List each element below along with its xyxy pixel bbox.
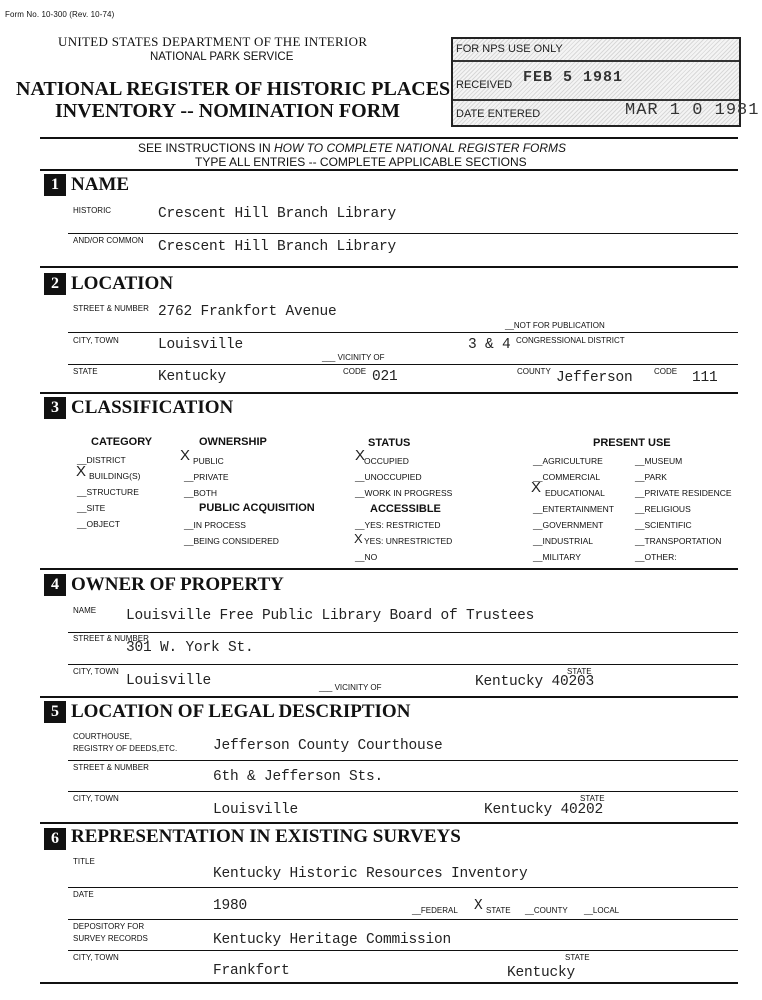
- form-title-2: INVENTORY -- NOMINATION FORM: [55, 100, 401, 122]
- accessible-restricted: __YES: RESTRICTED: [355, 520, 441, 530]
- survey-county: __COUNTY: [525, 906, 568, 915]
- legal-state: Kentucky 40202: [484, 802, 604, 818]
- section-1-title: NAME: [71, 174, 130, 195]
- survey-city-label: CITY, TOWN: [73, 953, 119, 962]
- county-value: Jefferson: [556, 370, 633, 386]
- ownership-public: PUBLIC: [193, 456, 224, 466]
- status-work-in-progress: __WORK IN PROGRESS: [355, 488, 453, 498]
- common-name-label: AND/OR COMMON: [73, 236, 144, 245]
- public-acquisition-heading: PUBLIC ACQUISITION: [199, 502, 315, 514]
- present-use-heading: PRESENT USE: [593, 437, 671, 449]
- status-unoccupied: __UNOCCUPIED: [355, 472, 422, 482]
- use-religious: __RELIGIOUS: [635, 504, 691, 514]
- owner-name: Louisville Free Public Library Board of Trustees: [126, 608, 535, 624]
- building-mark: X: [76, 463, 86, 480]
- status-occupied: OCCUPIED: [364, 456, 409, 466]
- nps-use-only-label: FOR NPS USE ONLY: [456, 43, 563, 55]
- accessible-unrestricted: YES: UNRESTRICTED: [364, 536, 453, 546]
- common-name: Crescent Hill Branch Library: [158, 239, 397, 255]
- use-commercial: __COMMERCIAL: [533, 472, 601, 482]
- county-code: 111: [692, 370, 718, 386]
- use-agriculture: __AGRICULTURE: [533, 456, 603, 466]
- historic-label: HISTORIC: [73, 206, 112, 215]
- use-transportation: __TRANSPORTATION: [635, 536, 722, 546]
- instructions-line-1: SEE INSTRUCTIONS IN HOW TO COMPLETE NATIONAL REGISTER FORMS: [138, 141, 567, 155]
- survey-state: STATE: [486, 906, 511, 915]
- vicinity-label: ___ VICINITY OF: [322, 353, 385, 362]
- state-code: 021: [372, 369, 398, 385]
- use-museum: __MUSEUM: [635, 456, 683, 466]
- department-name: UNITED STATES DEPARTMENT OF THE INTERIOR: [58, 34, 368, 49]
- legal-state-label: STATE: [580, 794, 605, 803]
- status-heading: STATUS: [368, 437, 411, 449]
- category-buildings: BUILDING(S): [89, 471, 141, 481]
- unrestricted-mark: X: [354, 531, 363, 546]
- survey-date: 1980: [213, 898, 248, 914]
- owner-name-label: NAME: [73, 606, 97, 615]
- accessible-heading: ACCESSIBLE: [370, 503, 441, 515]
- use-entertainment: __ENTERTAINMENT: [533, 504, 614, 514]
- section-5-number: 5: [44, 701, 66, 723]
- category-structure: __STRUCTURE: [77, 487, 139, 497]
- ownership-private: __PRIVATE: [184, 472, 229, 482]
- acquisition-in-process: __IN PROCESS: [184, 520, 246, 530]
- county-code-label: CODE: [654, 367, 678, 376]
- survey-state-value: Kentucky: [507, 965, 576, 981]
- section-3-title: CLASSIFICATION: [71, 397, 234, 418]
- received-date: FEB 5 1981: [523, 69, 624, 86]
- owner-street-label: STREET & NUMBER: [73, 634, 149, 643]
- legal-street-label: STREET & NUMBER: [73, 763, 149, 772]
- use-scientific: __SCIENTIFIC: [635, 520, 692, 530]
- category-object: __OBJECT: [77, 519, 120, 529]
- use-military: __MILITARY: [533, 552, 581, 562]
- ownership-both: __BOTH: [184, 488, 218, 498]
- congressional-district-label: CONGRESSIONAL DISTRICT: [516, 336, 625, 345]
- survey-state-mark: X: [474, 898, 483, 914]
- category-site: __SITE: [77, 503, 106, 513]
- state-value: Kentucky: [158, 369, 227, 385]
- code-label: CODE: [343, 367, 367, 376]
- survey-local: __LOCAL: [584, 906, 620, 915]
- instructions-line-2: TYPE ALL ENTRIES -- COMPLETE APPLICABLE SECTIONS: [195, 155, 527, 169]
- use-private-residence: __PRIVATE RESIDENCE: [635, 488, 732, 498]
- courthouse-label-2: REGISTRY OF DEEDS,ETC.: [73, 744, 178, 753]
- legal-street: 6th & Jefferson Sts.: [213, 769, 384, 785]
- legal-city: Louisville: [213, 802, 299, 818]
- accessible-no: __NO: [355, 552, 378, 562]
- educational-mark: X: [531, 479, 541, 496]
- state-label: STATE: [73, 367, 98, 376]
- city-value: Louisville: [158, 337, 244, 353]
- survey-state-label: STATE: [565, 953, 590, 962]
- section-4-number: 4: [44, 574, 66, 596]
- historic-name: Crescent Hill Branch Library: [158, 206, 397, 222]
- occupied-mark: X: [355, 447, 365, 464]
- street-address: 2762 Frankfort Avenue: [158, 304, 337, 320]
- public-mark: X: [180, 447, 190, 464]
- owner-state: Kentucky 40203: [475, 674, 595, 690]
- section-5-title: LOCATION OF LEGAL DESCRIPTION: [71, 701, 411, 722]
- ownership-heading: OWNERSHIP: [199, 436, 267, 448]
- date-entered-label: DATE ENTERED: [456, 108, 541, 120]
- depository-label-1: DEPOSITORY FOR: [73, 922, 145, 931]
- received-label: RECEIVED: [456, 79, 513, 91]
- section-4-title: OWNER OF PROPERTY: [71, 574, 284, 595]
- owner-vicinity-label: ___ VICINITY OF: [319, 683, 382, 692]
- section-2-title: LOCATION: [71, 273, 174, 294]
- legal-city-label: CITY, TOWN: [73, 794, 119, 803]
- use-educational: EDUCATIONAL: [545, 488, 605, 498]
- depository-label-2: SURVEY RECORDS: [73, 934, 148, 943]
- county-label: COUNTY: [517, 367, 551, 376]
- owner-city: Louisville: [126, 673, 212, 689]
- survey-title: Kentucky Historic Resources Inventory: [213, 866, 528, 882]
- survey-title-label: TITLE: [73, 857, 95, 866]
- section-2-number: 2: [44, 273, 66, 295]
- section-6-title: REPRESENTATION IN EXISTING SURVEYS: [71, 826, 461, 847]
- depository-value: Kentucky Heritage Commission: [213, 932, 452, 948]
- use-government: __GOVERNMENT: [533, 520, 604, 530]
- section-6-number: 6: [44, 828, 66, 850]
- category-district: __DISTRICT: [77, 455, 126, 465]
- use-other: __OTHER:: [635, 552, 677, 562]
- form-title-1: NATIONAL REGISTER OF HISTORIC PLACES: [16, 78, 451, 100]
- section-3-number: 3: [44, 397, 66, 419]
- owner-street: 301 W. York St.: [126, 640, 254, 656]
- courthouse-value: Jefferson County Courthouse: [213, 738, 443, 754]
- owner-city-label: CITY, TOWN: [73, 667, 119, 676]
- city-label: CITY, TOWN: [73, 336, 119, 345]
- use-industrial: __INDUSTRIAL: [533, 536, 593, 546]
- acquisition-being-considered: __BEING CONSIDERED: [184, 536, 279, 546]
- form-number: Form No. 10-300 (Rev. 10-74): [5, 10, 115, 19]
- section-1-number: 1: [44, 174, 66, 196]
- courthouse-label-1: COURTHOUSE,: [73, 732, 132, 741]
- street-label: STREET & NUMBER: [73, 304, 149, 313]
- congressional-district-value: 3 & 4: [468, 337, 511, 353]
- owner-state-label: STATE: [567, 667, 592, 676]
- service-name: NATIONAL PARK SERVICE: [150, 51, 294, 63]
- survey-city: Frankfort: [213, 963, 290, 979]
- survey-federal: __FEDERAL: [412, 906, 458, 915]
- survey-date-label: DATE: [73, 890, 94, 899]
- category-heading: CATEGORY: [91, 436, 153, 448]
- date-entered-value: MAR 1 0 1981: [625, 101, 760, 120]
- not-for-publication: __NOT FOR PUBLICATION: [505, 321, 605, 330]
- nps-use-only-box: [451, 37, 760, 127]
- use-park: __PARK: [635, 472, 667, 482]
